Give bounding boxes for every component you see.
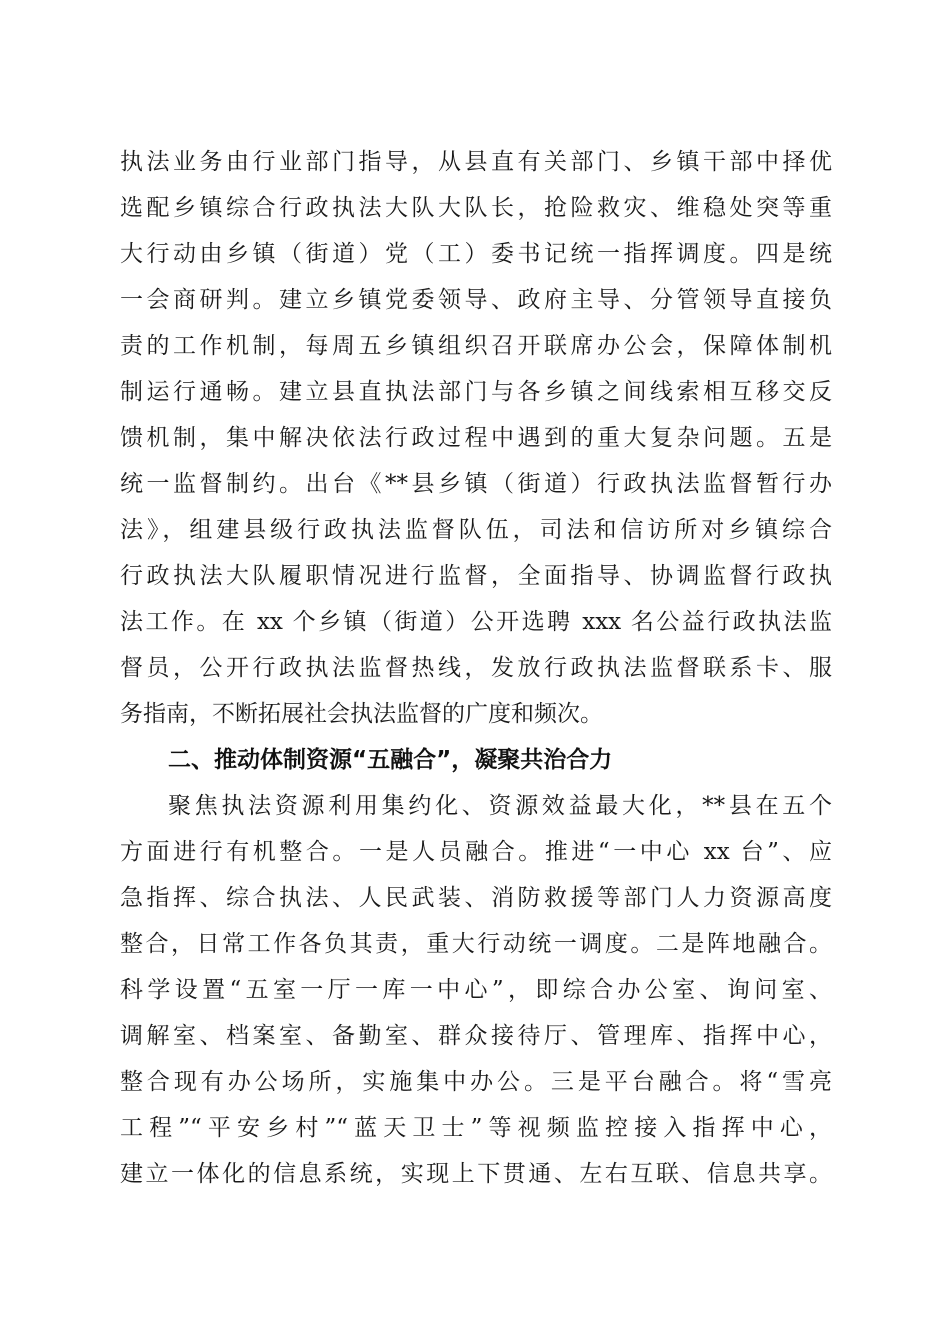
paragraph-line: 法》，组建县级行政执法监督队伍，司法和信访所对乡镇综合: [120, 517, 832, 543]
paragraph-line: 统一监督制约。出台《**县乡镇（街道）行政执法监督暂行办: [120, 471, 832, 497]
paragraph-line: 大行动由乡镇（街道）党（工）委书记统一指挥调度。四是统: [120, 241, 832, 267]
paragraph-line: 责的工作机制，每周五乡镇组织召开联席办公会，保障体制机: [120, 333, 832, 359]
paragraph-line: 馈机制，集中解决依法行政过程中遇到的重大复杂问题。五是: [120, 425, 832, 451]
paragraph-line: 整合现有办公场所，实施集中办公。三是平台融合。将“雪亮: [120, 1069, 832, 1095]
paragraph-line: 工程”“平安乡村”“蓝天卫士”等视频监控接入指挥中心，: [120, 1115, 832, 1141]
paragraph-line: 法工作。在 xx 个乡镇（街道）公开选聘 xxx 名公益行政执法监: [120, 609, 832, 635]
paragraph-line: 科学设置“五室一厅一库一中心”，即综合办公室、询问室、: [120, 977, 832, 1003]
paragraph-line: 制运行通畅。建立县直执法部门与各乡镇之间线索相互移交反: [120, 379, 832, 405]
paragraph-line: 聚焦执法资源利用集约化、资源效益最大化，**县在五个: [168, 793, 832, 819]
paragraph-line: 执法业务由行业部门指导，从县直有关部门、乡镇干部中择优: [120, 149, 832, 175]
paragraph-line: 整合，日常工作各负其责，重大行动统一调度。二是阵地融合。: [120, 931, 832, 957]
paragraph-line: 选配乡镇综合行政执法大队大队长，抢险救灾、维稳处突等重: [120, 195, 832, 221]
paragraph-line: 行政执法大队履职情况进行监督，全面指导、协调监督行政执: [120, 563, 832, 589]
section-heading: 二、推动体制资源“五融合”，凝聚共治合力: [168, 747, 613, 773]
paragraph-line: 急指挥、综合执法、人民武装、消防救援等部门人力资源高度: [120, 885, 832, 911]
paragraph-line: 方面进行有机整合。一是人员融合。推进“一中心 xx 台”、应: [120, 839, 832, 865]
paragraph-line: 督员，公开行政执法监督热线，发放行政执法监督联系卡、服: [120, 655, 832, 681]
paragraph-line: 务指南，不断拓展社会执法监督的广度和频次。: [120, 701, 603, 727]
paragraph-line: 一会商研判。建立乡镇党委领导、政府主导、分管领导直接负: [120, 287, 832, 313]
paragraph-line: 建立一体化的信息系统，实现上下贯通、左右互联、信息共享。: [120, 1161, 832, 1187]
paragraph-line: 调解室、档案室、备勤室、群众接待厅、管理库、指挥中心，: [120, 1023, 832, 1049]
